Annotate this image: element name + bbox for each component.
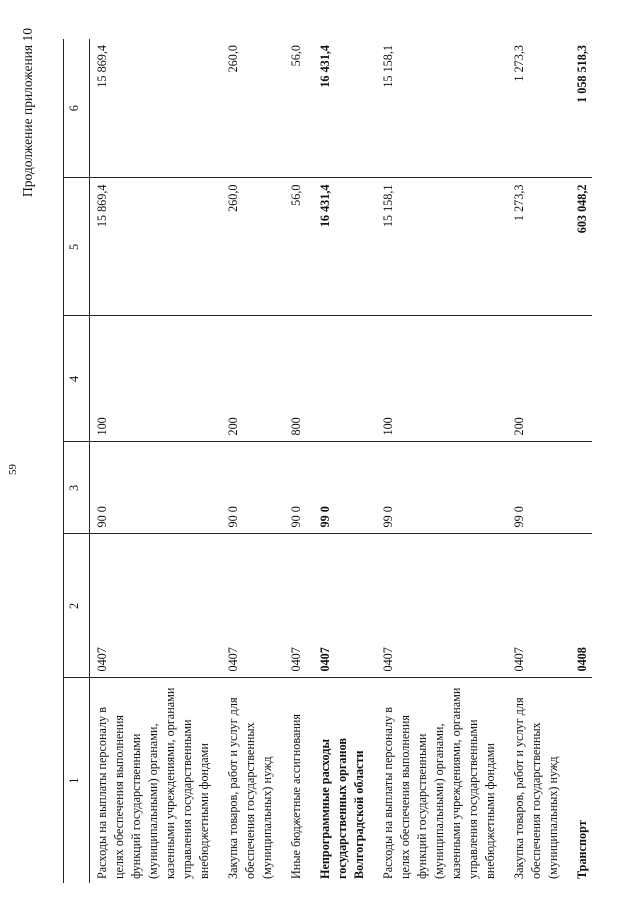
- header-col-6: 6: [64, 39, 90, 178]
- row-program-code: 99 0: [507, 442, 570, 534]
- row-expense-type: 800: [284, 316, 313, 442]
- budget-table: [63, 39, 592, 883]
- row-program-code: 99 0: [313, 442, 376, 534]
- row-name: Закупка товаров, работ и услуг для обеспечения государственных (муниципальных) нужд: [512, 697, 560, 879]
- row-amount-1: 16 431,4: [313, 178, 376, 316]
- row-expense-type: 100: [376, 316, 507, 442]
- row-amount-1: 15 158,1: [376, 178, 507, 316]
- row-expense-type: 100: [90, 316, 222, 442]
- table-row: [313, 39, 376, 883]
- row-amount-2: 15 869,4: [90, 39, 222, 178]
- row-amount-2: 16 431,4: [313, 39, 376, 178]
- row-expense-type: 200: [221, 316, 284, 442]
- row-program-code: 90 0: [284, 442, 313, 534]
- header-col-3: 3: [64, 442, 90, 534]
- row-amount-2: 1 273,3: [507, 39, 570, 178]
- header-col-4: 4: [64, 316, 90, 442]
- table-row: [221, 39, 284, 883]
- row-amount-1: 603 048,2: [570, 178, 592, 316]
- row-program-code: 90 0: [221, 442, 284, 534]
- row-name: Расходы на выплаты персоналу в целях обеспечения выполнения функций государственными (муниципальными) органами, казенными учреждениями, органами управления государственными внебюджетными фондами: [381, 687, 497, 879]
- row-expense-type: [570, 316, 592, 442]
- header-col-5: 5: [64, 178, 90, 316]
- table-row: [376, 39, 507, 883]
- table-row: [570, 39, 592, 883]
- table-row: [90, 39, 222, 883]
- row-section-code: 0407: [507, 534, 570, 678]
- row-name: Транспорт: [575, 820, 589, 879]
- row-amount-2: 15 158,1: [376, 39, 507, 178]
- row-name: Непрограммные расходы государственных органов Волгоградской области: [318, 738, 366, 879]
- row-amount-2: 56,0: [284, 39, 313, 178]
- row-amount-2: 1 058 518,3: [570, 39, 592, 178]
- row-name: Иные бюджетные ассигнования: [289, 713, 303, 879]
- row-expense-type: 200: [507, 316, 570, 442]
- row-program-code: 99 0: [376, 442, 507, 534]
- row-amount-1: 260,0: [221, 178, 284, 316]
- table-row: [284, 39, 313, 883]
- header-row: [64, 39, 90, 883]
- row-amount-1: 15 869,4: [90, 178, 222, 316]
- row-section-code: 0407: [90, 534, 222, 678]
- row-program-code: 90 0: [90, 442, 222, 534]
- row-name: Закупка товаров, работ и услуг для обеспечения государственных (муниципальных) нужд: [226, 697, 274, 879]
- row-expense-type: [313, 316, 376, 442]
- row-section-code: 0408: [570, 534, 592, 678]
- row-amount-1: 56,0: [284, 178, 313, 316]
- row-section-code: 0407: [221, 534, 284, 678]
- row-section-code: 0407: [284, 534, 313, 678]
- row-amount-1: 1 273,3: [507, 178, 570, 316]
- running-head: Продолжение приложения 10: [20, 28, 35, 198]
- table-row: [507, 39, 570, 883]
- row-program-code: [570, 442, 592, 534]
- row-name: Расходы на выплаты персоналу в целях обеспечения выполнения функций государственными (муниципальными) органами, казенными учреждениями, органами управления государственными внебюджетными фондами: [95, 687, 211, 879]
- row-section-code: 0407: [376, 534, 507, 678]
- row-section-code: 0407: [313, 534, 376, 678]
- page-number: 59: [7, 464, 19, 475]
- row-amount-2: 260,0: [221, 39, 284, 178]
- header-col-1: 1: [67, 777, 81, 784]
- header-col-2: 2: [64, 534, 90, 678]
